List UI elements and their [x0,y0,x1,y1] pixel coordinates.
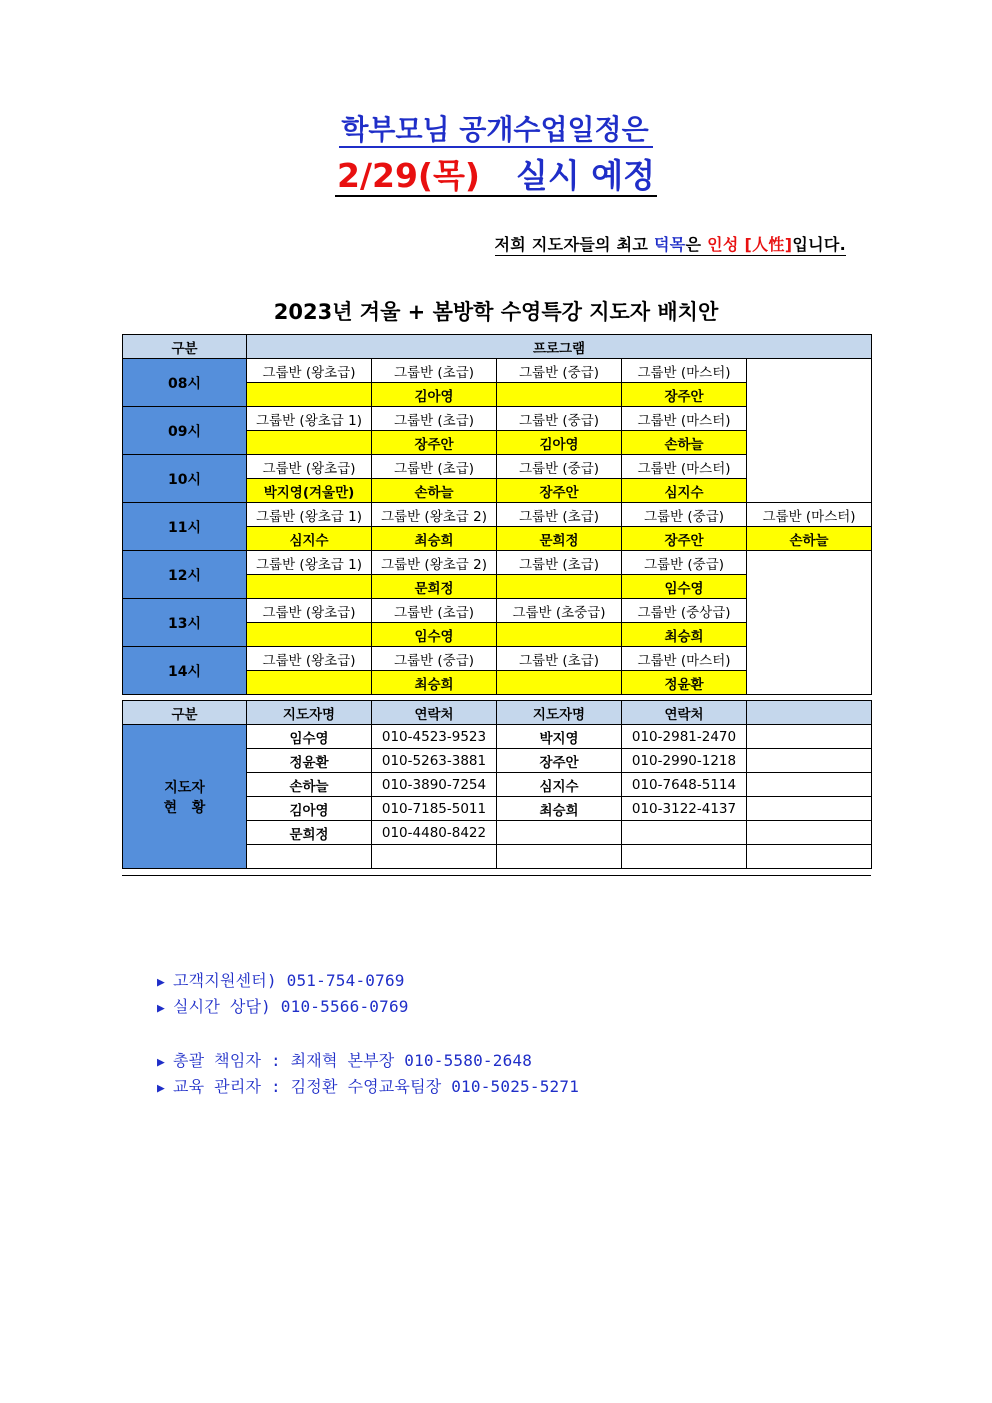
instructor-cell [247,623,372,647]
hour-cell: 09시 [123,407,247,455]
instructor-cell: 장주안 [372,431,497,455]
schedule-class-row [123,599,872,623]
staff-body [123,701,872,869]
contact-realtime-text: 실시간 상담) 010-5566-0769 [173,997,409,1016]
staff-phone-cell: 010-2990-1218 [622,749,747,773]
contact-realtime [157,994,579,1020]
instructor-cell: 심지수 [622,479,747,503]
motto-virtue: 덕목 [653,235,686,254]
staff-header-category: 구분 [123,701,247,725]
motto-part1: 저희 지도자들의 최고 [494,235,654,254]
contact-education [157,1074,579,1100]
instructor-cell: 손하늘 [622,431,747,455]
class-cell: 그룹반 (초급) [372,599,497,623]
staff-section-label [123,725,247,869]
class-cell: 그룹반 (중급) [497,407,622,431]
contact-manager [157,1048,579,1074]
staff-name-cell: 박지영 [497,725,622,749]
staff-name-cell [497,845,622,869]
motto-part3: 은 [685,235,708,254]
hour-cell: 13시 [123,599,247,647]
schedule-class-row [123,551,872,575]
class-cell: 그룹반 (초중급) [497,599,622,623]
class-cell: 그룹반 (중상급) [622,599,747,623]
hour-cell: 12시 [123,551,247,599]
staff-name-cell: 장주안 [497,749,622,773]
class-cell: 그룹반 (마스터) [747,503,872,527]
staff-header-contact-2: 연락처 [622,701,747,725]
notice-date-line [0,150,992,197]
class-cell: 그룹반 (초급) [497,551,622,575]
empty-cell [747,599,872,647]
instructor-cell: 장주안 [622,527,747,551]
program-header: 프로그램 [247,335,872,359]
instructor-cell [497,671,622,695]
motto [495,232,846,256]
bottom-divider [122,875,871,876]
empty-cell [747,407,872,455]
arrow-icon: ▶ [157,975,166,990]
notice-date: 2/29(목) [337,156,480,195]
schedule-col-header: 구분 [123,335,247,359]
staff-phone-cell: 010-7648-5114 [622,773,747,797]
staff-row [123,725,872,749]
instructor-cell: 최승희 [372,671,497,695]
empty-cell [747,455,872,503]
staff-extra-cell [747,725,872,749]
instructor-cell: 김아영 [372,383,497,407]
notice-date-wrap [335,156,657,197]
staff-name-cell [247,845,372,869]
staff-name-cell: 문희정 [247,821,372,845]
staff-name-cell: 정윤환 [247,749,372,773]
class-cell: 그룹반 (왕초급) [247,599,372,623]
staff-phone-cell: 010-2981-2470 [622,725,747,749]
staff-header-contact-1: 연락처 [372,701,497,725]
staff-header-name-2: 지도자명 [497,701,622,725]
motto-part5: 입니다. [792,235,846,254]
staff-extra-cell [747,797,872,821]
staff-phone-cell [372,845,497,869]
class-cell: 그룹반 (초급) [372,407,497,431]
staff-phone-cell [622,821,747,845]
class-cell: 그룹반 (초급) [372,455,497,479]
instructor-cell: 문희정 [497,527,622,551]
staff-table [122,700,872,869]
class-cell: 그룹반 (왕초급 1) [247,551,372,575]
empty-cell [747,359,872,407]
instructor-cell: 장주안 [497,479,622,503]
staff-name-cell: 심지수 [497,773,622,797]
instructor-cell [247,575,372,599]
instructor-cell: 최승희 [622,623,747,647]
staff-name-cell: 임수영 [247,725,372,749]
class-cell: 그룹반 (마스터) [622,359,747,383]
staff-phone-cell: 010-3890-7254 [372,773,497,797]
contact-support [157,968,579,994]
instructor-cell [497,575,622,599]
instructor-cell: 심지수 [247,527,372,551]
class-cell: 그룹반 (중급) [622,551,747,575]
empty-cell [747,647,872,695]
class-cell: 그룹반 (왕초급) [247,647,372,671]
arrow-icon: ▶ [157,1055,166,1070]
instructor-cell: 정윤환 [622,671,747,695]
notice-title-text: 학부모님 공개수업일정은 [339,113,652,148]
empty-cell [747,551,872,599]
instructor-cell [247,671,372,695]
class-cell: 그룹반 (왕초급 1) [247,503,372,527]
motto-character: 인성 [人性] [707,235,793,254]
schedule-class-row [123,455,872,479]
staff-phone-cell [622,845,747,869]
class-cell: 그룹반 (중급) [622,503,747,527]
hour-cell: 14시 [123,647,247,695]
class-cell: 그룹반 (왕초급) [247,455,372,479]
staff-section-label-line2: 현 황 [163,799,206,816]
instructor-cell: 김아영 [497,431,622,455]
staff-extra-cell [747,749,872,773]
class-cell: 그룹반 (마스터) [622,407,747,431]
class-cell: 그룹반 (중급) [497,359,622,383]
staff-header-name-1: 지도자명 [247,701,372,725]
notice-action: 실시 예정 [515,156,655,195]
hour-cell: 08시 [123,359,247,407]
instructor-cell: 최승희 [372,527,497,551]
staff-extra-cell [747,773,872,797]
instructor-cell [497,383,622,407]
hour-cell: 10시 [123,455,247,503]
class-cell: 그룹반 (왕초급 2) [372,551,497,575]
schedule-class-row [123,359,872,383]
class-cell: 그룹반 (초급) [497,503,622,527]
notice-title [0,108,992,148]
staff-phone-cell: 010-4523-9523 [372,725,497,749]
instructor-cell: 장주안 [622,383,747,407]
schedule-class-row [123,647,872,671]
instructor-cell [247,383,372,407]
arrow-icon: ▶ [157,1081,166,1096]
schedule-table [122,334,872,695]
instructor-cell: 손하늘 [372,479,497,503]
instructor-cell [497,623,622,647]
schedule-class-row [123,407,872,431]
staff-extra-cell [747,821,872,845]
instructor-cell: 박지영(겨울만) [247,479,372,503]
instructor-cell: 임수영 [622,575,747,599]
staff-phone-cell: 010-7185-5011 [372,797,497,821]
class-cell: 그룹반 (중급) [497,455,622,479]
class-cell: 그룹반 (초급) [372,359,497,383]
staff-phone-cell: 010-4480-8422 [372,821,497,845]
staff-header-extra [747,701,872,725]
staff-header-row [123,701,872,725]
schedule-title: 2023년 겨울 + 봄방학 수영특강 지도자 배치안 [273,300,719,324]
staff-extra-cell [747,845,872,869]
instructor-cell: 임수영 [372,623,497,647]
class-cell: 그룹반 (왕초급 2) [372,503,497,527]
class-cell: 그룹반 (왕초급) [247,359,372,383]
class-cell: 그룹반 (마스터) [622,647,747,671]
class-cell: 그룹반 (왕초급 1) [247,407,372,431]
instructor-cell: 손하늘 [747,527,872,551]
contact-manager-text: 총괄 책임자 : 최재혁 본부장 010-5580-2648 [173,1051,533,1070]
arrow-icon: ▶ [157,1001,166,1016]
staff-name-cell [497,821,622,845]
class-cell: 그룹반 (초급) [497,647,622,671]
schedule-header-row [123,335,872,359]
staff-name-cell: 손하늘 [247,773,372,797]
class-cell: 그룹반 (마스터) [622,455,747,479]
instructor-cell [247,431,372,455]
staff-name-cell: 최승희 [497,797,622,821]
hour-cell: 11시 [123,503,247,551]
staff-section-label-line1: 지도자 [164,779,205,796]
contact-education-text: 교육 관리자 : 김정환 수영교육팀장 010-5025-5271 [173,1077,580,1096]
schedule-body [123,335,872,695]
instructor-cell: 문희정 [372,575,497,599]
contact-support-text: 고객지원센터) 051-754-0769 [173,971,405,990]
staff-phone-cell: 010-5263-3881 [372,749,497,773]
contact-list [157,968,579,1100]
schedule-class-row [123,503,872,527]
staff-name-cell: 김아영 [247,797,372,821]
staff-phone-cell: 010-3122-4137 [622,797,747,821]
class-cell: 그룹반 (중급) [372,647,497,671]
